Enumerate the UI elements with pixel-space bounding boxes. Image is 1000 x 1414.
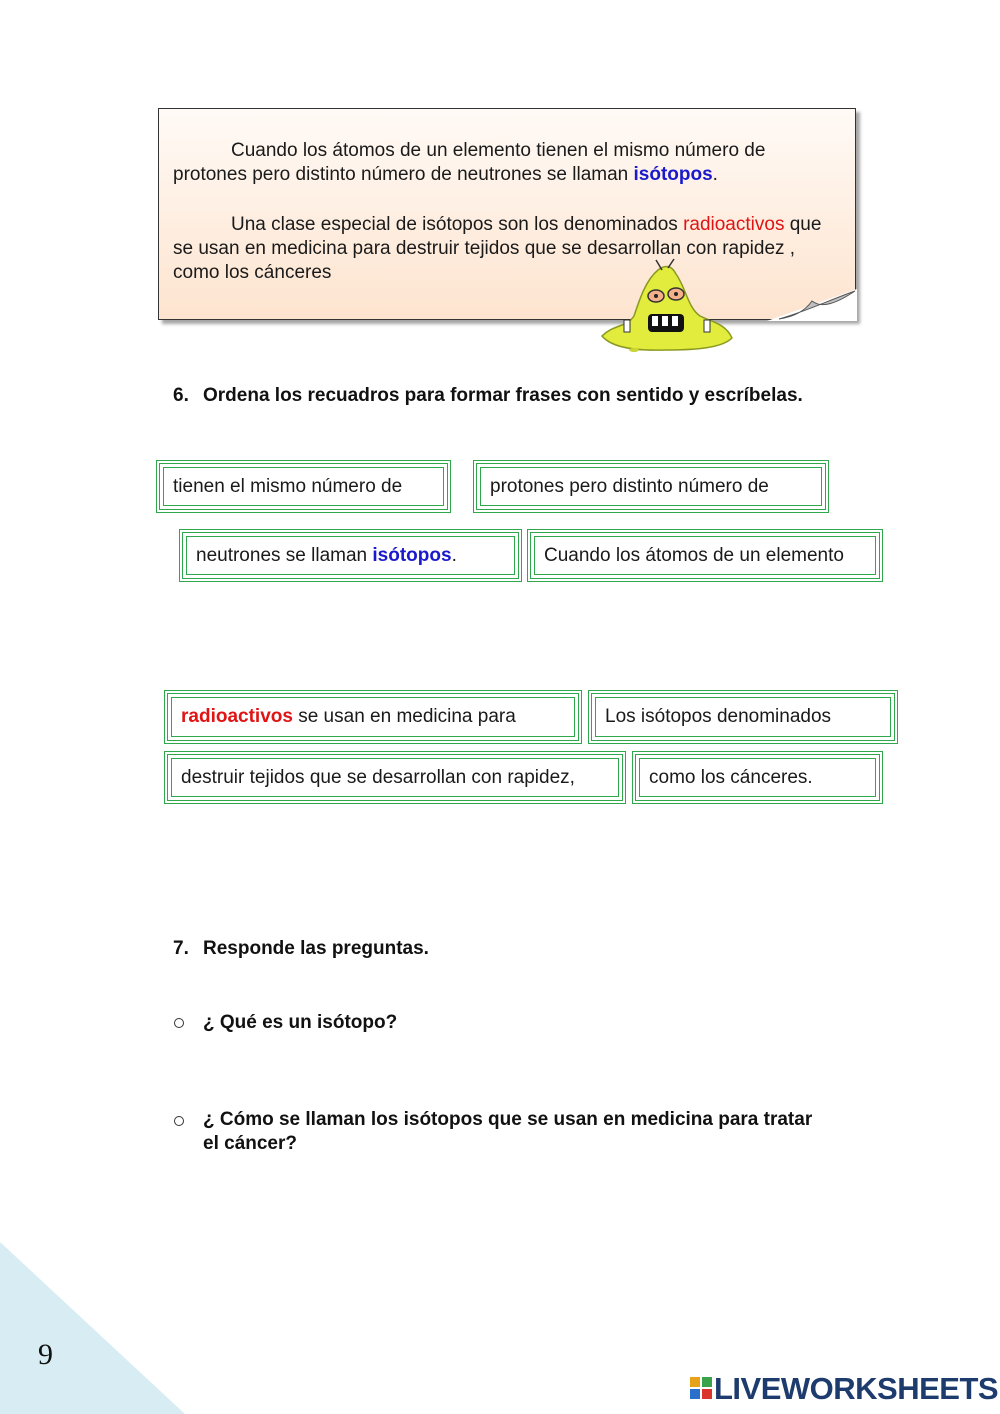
punctuation: . (451, 544, 457, 566)
info-text: Una clase especial de isótopos son los denominados (231, 214, 684, 235)
keyword-radioactivos: radioactivos (181, 706, 293, 727)
bullet-icon (174, 1116, 184, 1126)
word-box[interactable] (179, 529, 522, 582)
word-box-label: como los cánceres. (649, 766, 813, 788)
word-box-text: se usan en medicina para (292, 706, 516, 727)
word-box-label (196, 545, 457, 567)
page-number: 9 (38, 1338, 53, 1371)
word-box[interactable] (156, 460, 451, 513)
word-box[interactable] (473, 460, 829, 513)
question-7-text: Responde las preguntas. (203, 938, 429, 959)
word-box-label: Los isótopos denominados (605, 706, 832, 727)
liveworksheets-logo (690, 1372, 998, 1406)
radioactive-blob-mascot-icon (596, 258, 736, 353)
bullet-icon (174, 1018, 184, 1028)
question-item: ¿ Qué es un isótopo? (203, 1012, 398, 1033)
info-text: que se usan en medicina para destruir tejidos que se desarrollan con rapidez , como los cánceres (173, 214, 822, 283)
word-box[interactable] (164, 751, 626, 804)
word-box-text: neutrones se llaman (196, 544, 373, 566)
logo-text: LIVEWORKSHEETS (714, 1371, 999, 1406)
question-item: ¿ Cómo se llaman los isótopos que se usan en medicina para tratar el cáncer? (203, 1109, 813, 1154)
question-7-number: 7. (173, 938, 189, 959)
page-corner-decoration (0, 1242, 185, 1414)
question-6-number: 6. (173, 385, 189, 406)
word-box[interactable] (588, 690, 898, 744)
info-text: Cuando los átomos de un elemento tienen el mismo número de protones pero distinto número de neutrones se llaman (173, 140, 766, 185)
word-box[interactable] (164, 690, 582, 744)
word-box-label: protones pero distinto número de (490, 475, 769, 497)
keyword-isotopos: isótopos (372, 544, 452, 566)
keyword-isotopos: isótopos (633, 164, 713, 185)
question-6-text: Ordena los recuadros para formar frases con sentido y escríbelas. (203, 385, 803, 406)
info-paragraph-1 (173, 139, 823, 187)
page-curl-icon (767, 289, 857, 321)
punctuation: . (712, 164, 718, 185)
word-box-label (181, 706, 516, 728)
word-box[interactable] (632, 751, 883, 804)
word-box-label: Cuando los átomos de un elemento (544, 544, 844, 566)
logo-squares-icon (690, 1377, 712, 1401)
word-box-label: tienen el mismo número de (173, 475, 403, 497)
word-box[interactable] (527, 529, 883, 582)
info-box (158, 108, 856, 320)
word-box-label: destruir tejidos que se desarrollan con rapidez, (181, 766, 575, 788)
keyword-radioactivos: radioactivos (683, 214, 785, 235)
